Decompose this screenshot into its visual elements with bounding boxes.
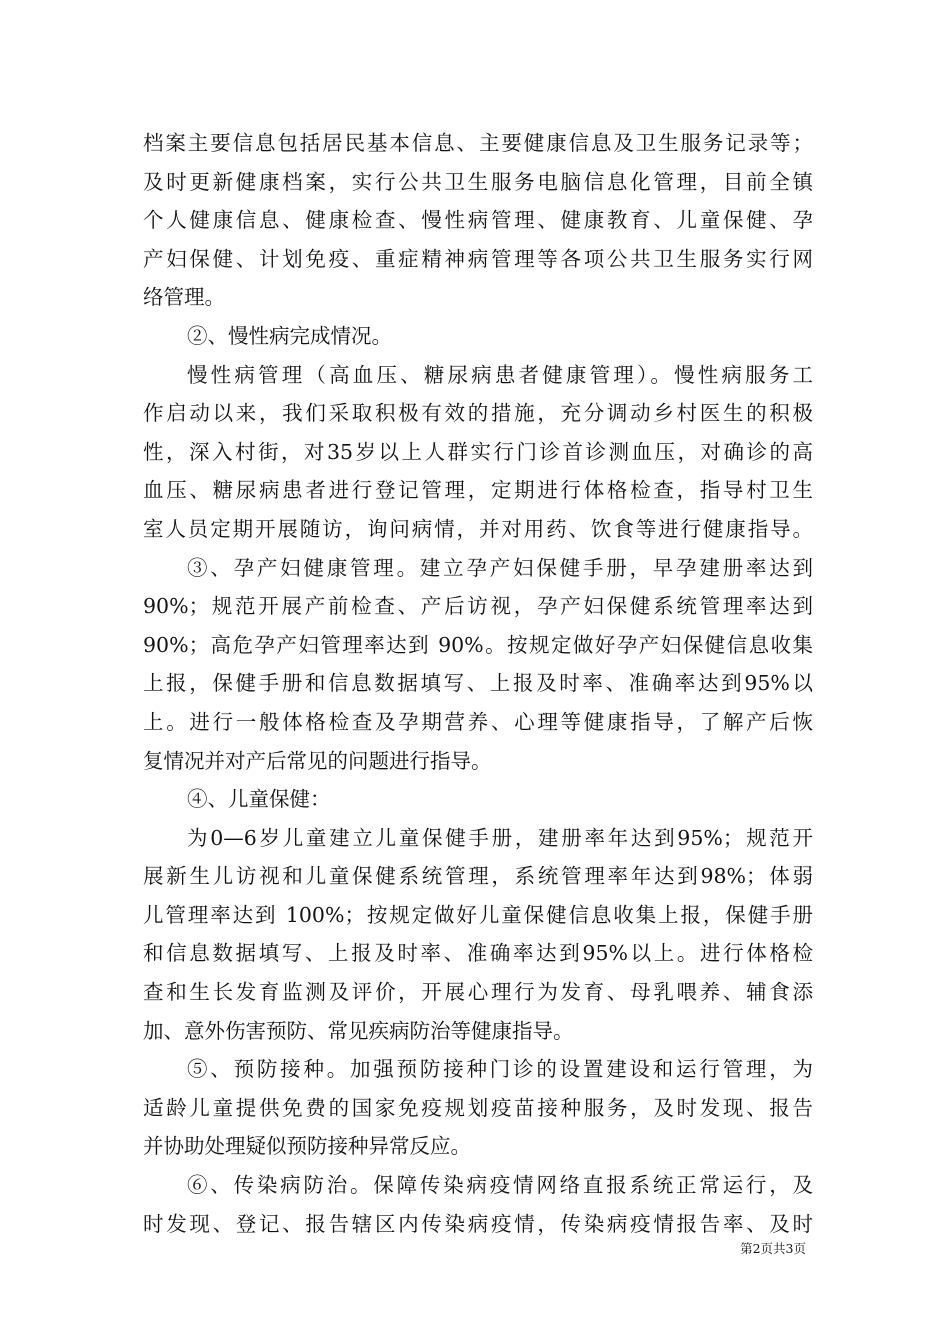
- paragraph-line: ③、孕产妇健康管理。建立孕产妇保健手册，早孕建册率达到: [187, 555, 813, 580]
- paragraph-line: ⑥、传染病防治。保障传染病疫情网络直报系统正常运行，及: [187, 1173, 813, 1198]
- page-footer: [740, 1240, 806, 1258]
- paragraph-line: 90%；规范开展产前检查、产后访视，孕产妇保健系统管理率达到: [143, 594, 813, 619]
- paragraph-line: 时发现、登记、报告辖区内传染病疫情，传染病疫情报告率、及时: [143, 1211, 813, 1236]
- paragraph-line: 血压、糖尿病患者进行登记管理，定期进行体格检查，指导村卫生: [143, 478, 813, 503]
- paragraph-line: 90%；高危孕产妇管理率达到 90%。按规定做好孕产妇保健信息收集: [143, 632, 813, 657]
- paragraph-line: 产妇保健、计划免疫、重症精神病管理等各项公共卫生服务实行网: [143, 246, 813, 271]
- paragraph-line: 为0—6岁儿童建立儿童保健手册，建册率年达到95%；规范开: [187, 825, 813, 850]
- paragraph-line: 儿管理率达到 100%；按规定做好儿童保健信息收集上报，保健手册: [143, 902, 813, 927]
- page-number-label: 第2页共3页: [740, 1241, 806, 1256]
- paragraph-line: 和信息数据填写、上报及时率、准确率达到95%以上。进行体格检: [143, 941, 813, 966]
- paragraph-line: 作启动以来，我们采取积极有效的措施，充分调动乡村医生的积极: [143, 401, 813, 426]
- paragraph-line: 适龄儿童提供免费的国家免疫规划疫苗接种服务，及时发现、报告: [143, 1095, 813, 1120]
- paragraph-line: 加、意外伤害预防、常见疾病防治等健康指导。: [143, 1018, 574, 1043]
- paragraph-line: 复情况并对产后常见的问题进行指导。: [143, 748, 492, 773]
- document-body: [143, 124, 813, 1243]
- paragraph-line: ⑤、预防接种。加强预防接种门诊的设置建设和运行管理，为: [187, 1057, 813, 1082]
- paragraph-line: 室人员定期开展随访，询问病情，并对用药、饮食等进行健康指导。: [143, 516, 813, 541]
- paragraph-line: 并协助处理疑似预防接种异常反应。: [143, 1134, 471, 1159]
- paragraph-line: 及时更新健康档案，实行公共卫生服务电脑信息化管理，目前全镇: [143, 169, 813, 194]
- paragraph-line: 络管理。: [143, 285, 225, 310]
- paragraph-line: 展新生儿访视和儿童保健系统管理，系统管理率年达到98%；体弱: [143, 864, 813, 889]
- paragraph-line: 上。进行一般体格检查及孕期营养、心理等健康指导，了解产后恢: [143, 709, 813, 734]
- section-heading: ②、慢性病完成情况。: [187, 323, 392, 348]
- paragraph-line: 查和生长发育监测及评价，开展心理行为发育、母乳喂养、辅食添: [143, 980, 813, 1005]
- paragraph-line: 个人健康信息、健康检查、慢性病管理、健康教育、儿童保健、孕: [143, 208, 813, 233]
- paragraph-line: 上报，保健手册和信息数据填写、上报及时率、准确率达到95%以: [143, 671, 813, 696]
- paragraph-line: 档案主要信息包括居民基本信息、主要健康信息及卫生服务记录等；: [143, 131, 813, 155]
- paragraph-line: 性，深入村街，对35岁以上人群实行门诊首诊测血压，对确诊的高: [143, 439, 813, 464]
- section-heading: ④、儿童保健：: [187, 787, 331, 812]
- paragraph-line: 慢性病管理（高血压、糖尿病患者健康管理）。慢性病服务工: [187, 362, 813, 387]
